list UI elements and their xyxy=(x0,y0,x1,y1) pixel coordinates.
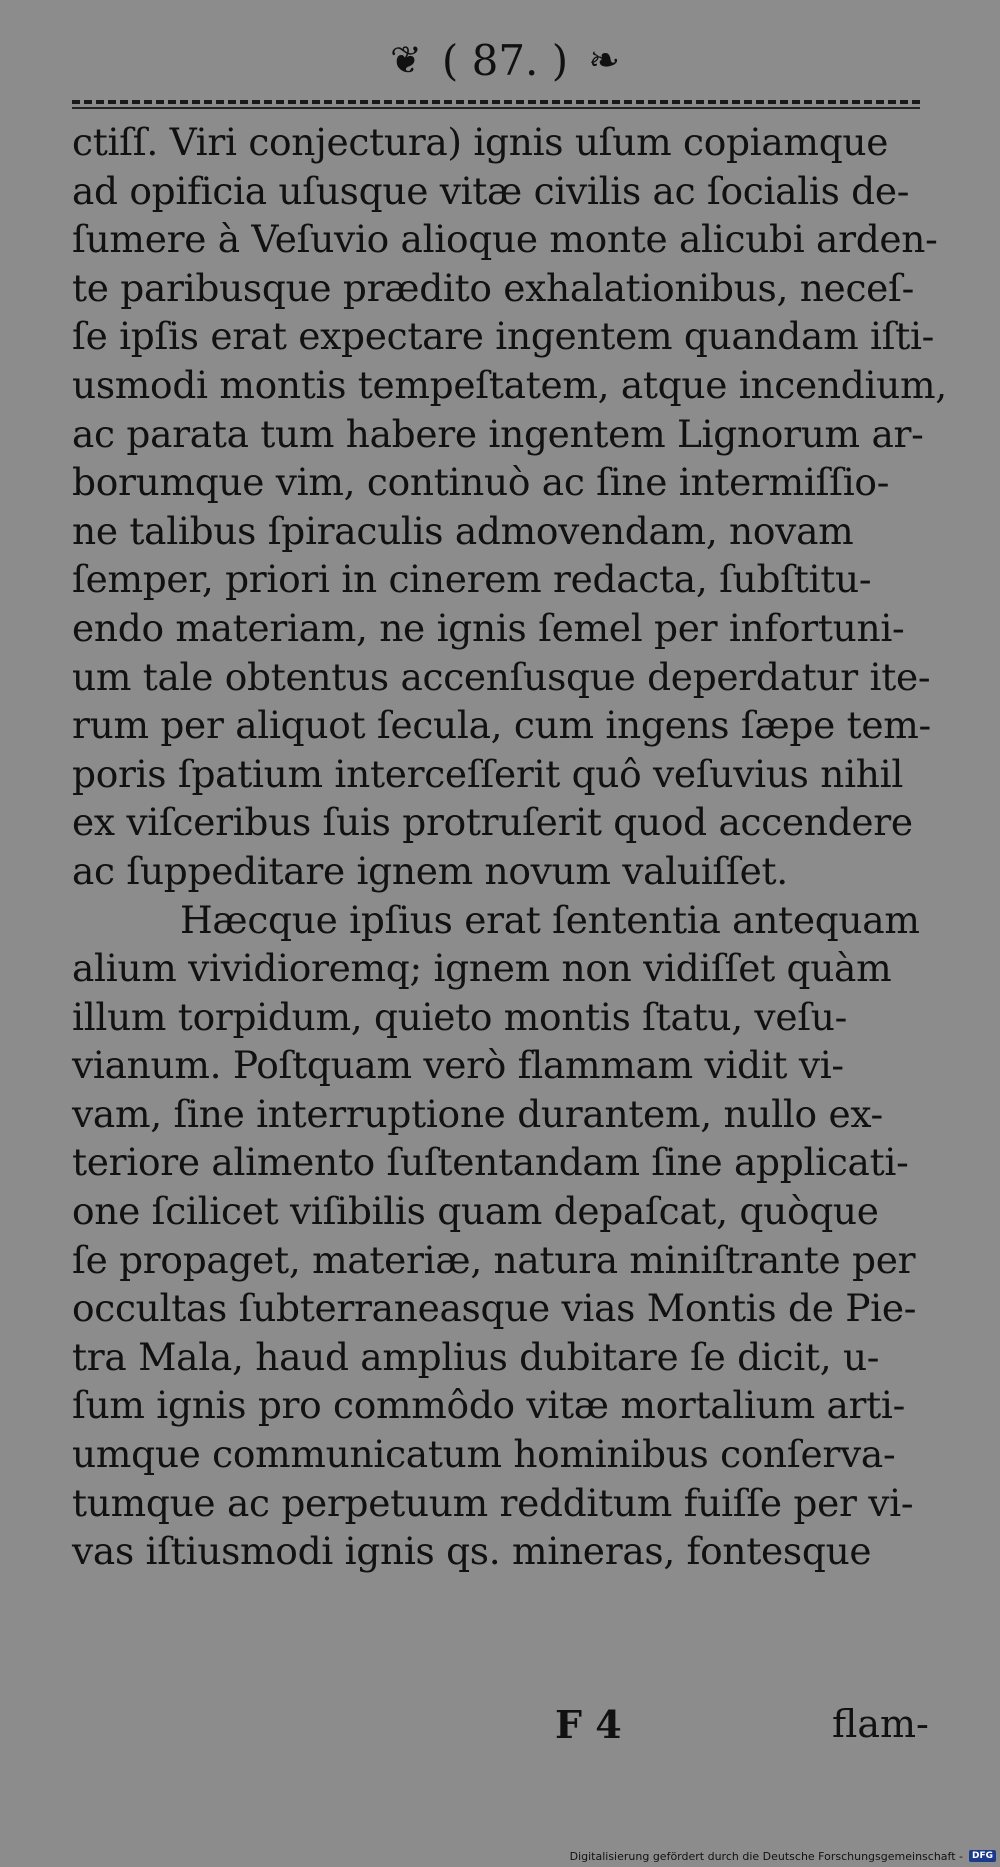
text-line: ctiſſ. Viri conjectura) ignis uſum copiamque xyxy=(72,120,889,164)
text-line: one ſcilicet viſibilis quam depaſcat, quòque xyxy=(72,1189,879,1234)
text-line: um tale obtentus accenſusque deperdatur ite- xyxy=(72,654,931,699)
body-text xyxy=(72,118,947,1576)
page-header xyxy=(340,30,670,90)
text-line: poris ſpatium interceſſerit quô veſuvius nihil xyxy=(72,751,904,796)
text-line: usmodi montis tempeſtatem, atque incendium, xyxy=(72,362,947,407)
paragraph-first-line: Hæcque ipſius erat ſententia antequam xyxy=(180,897,920,942)
text-line: ex viſceribus ſuis protruſerit quod accendere xyxy=(72,800,913,845)
right-ornament-icon: ❧ xyxy=(588,38,621,82)
text-line: borumque vim, continuò ac ſine intermiſſio- xyxy=(72,460,890,505)
text-line: ſemper, priori in cinerem redacta, ſubſtitu- xyxy=(72,557,872,602)
text-line: endo materiam, ne ignis ſemel per infortuni- xyxy=(72,605,905,650)
header-rule-solid xyxy=(72,107,920,109)
text-line: rum per aliquot ſecula, cum ingens ſæpe tem- xyxy=(72,703,931,748)
signature-mark: F 4 xyxy=(555,1702,622,1747)
text-line: vam, ſine interruptione durantem, nullo ex- xyxy=(72,1091,883,1136)
header-rule xyxy=(72,100,920,104)
text-line: ad opificia uſusque vitæ civilis ac ſocialis de- xyxy=(72,168,910,213)
text-line: illum torpidum, quieto montis ſtatu, veſu- xyxy=(72,994,848,1039)
text-line: ſumere à Veſuvio alioque monte alicubi arden- xyxy=(72,217,938,262)
text-line: vianum. Poſtquam verò flammam vidit vi- xyxy=(72,1043,844,1088)
text-line: ſe propaget, materiæ, natura miniſtrante per xyxy=(72,1237,916,1282)
credit-text: Digitalisierung gefördert durch die Deutsche Forschungsgemeinschaft - xyxy=(569,1849,963,1863)
text-line: vas iſtiusmodi ignis qs. mineras, fontesque xyxy=(72,1529,872,1574)
text-line: umque communicatum hominibus conſerva- xyxy=(72,1432,896,1477)
left-ornament-icon: ❦ xyxy=(389,38,422,82)
text-line: teriore alimento ſuſtentandam ſine applicati- xyxy=(72,1140,909,1185)
text-line: ne talibus ſpiraculis admovendam, novam xyxy=(72,508,854,553)
text-line: ac ſuppeditare ignem novum valuiſſet. xyxy=(72,848,788,893)
text-line: ac parata tum habere ingentem Lignorum ar- xyxy=(72,411,924,456)
text-line: alium vividioremq; ignem non vidiſſet quàm xyxy=(72,946,892,991)
text-line: te paribusque prædito exhalationibus, neceſ- xyxy=(72,265,914,310)
dfg-logo: DFG xyxy=(969,1850,996,1862)
text-line: tra Mala, haud amplius dubitare ſe dicit, u- xyxy=(72,1334,880,1379)
catchword: flam- xyxy=(832,1702,929,1746)
text-line: tumque ac perpetuum redditum fuiſſe per vi- xyxy=(72,1480,914,1525)
digitization-credit xyxy=(570,1847,996,1865)
text-line: occultas ſubterraneasque vias Montis de Pie- xyxy=(72,1286,917,1331)
text-line: ſe ipſis erat expectare ingentem quandam iſti- xyxy=(72,314,935,359)
page-number: ( 87. ) xyxy=(441,35,569,85)
text-line: ſum ignis pro commôdo vitæ mortalium arti- xyxy=(72,1383,905,1428)
